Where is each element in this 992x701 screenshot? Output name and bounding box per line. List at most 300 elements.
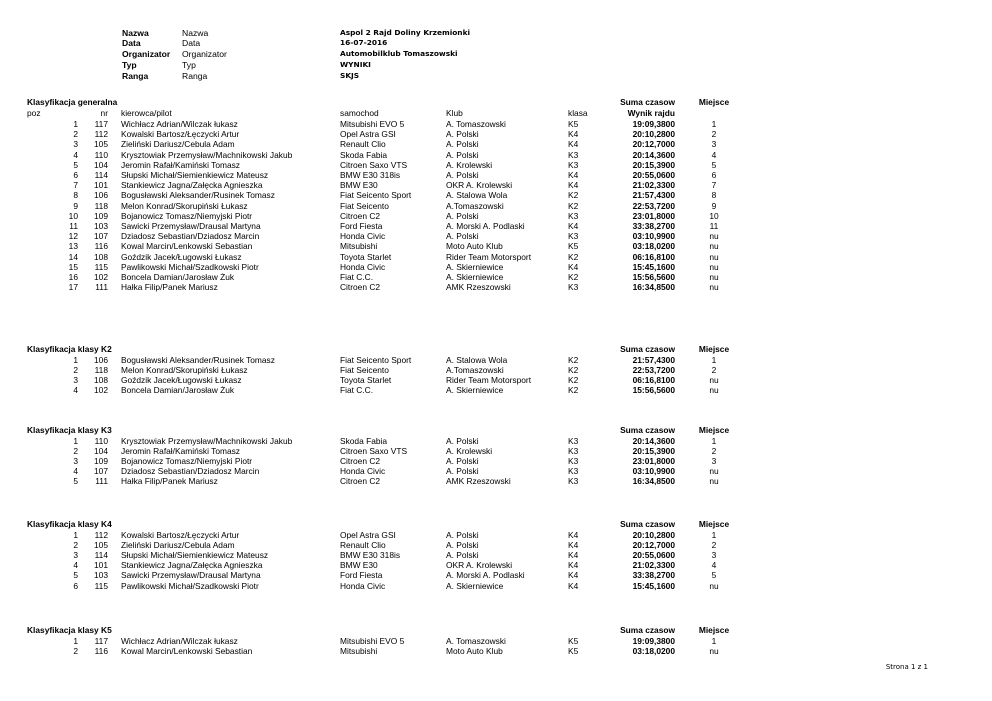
class-cell: K2 (568, 190, 579, 201)
column-header-driver: kierowca/pilot (121, 108, 172, 118)
club-cell: A. Stalowa Wola (446, 190, 508, 201)
header-value: WYNIKI (340, 60, 371, 69)
car-cell: Citroen Saxo VTS (340, 445, 408, 456)
time-header: Suma czasow (620, 97, 675, 107)
number-cell: 102 (94, 272, 108, 282)
place-cell: 2 (711, 445, 717, 456)
number-cell: 114 (94, 170, 108, 180)
header-value: Automobilklub Tomaszowski (340, 49, 458, 58)
driver-cell: Jeromin Rafał/Kamiński Tomasz (121, 159, 240, 170)
class-cell: K4 (568, 580, 579, 591)
number-cell: 104 (94, 445, 108, 456)
time-cell: 16:34,8500 (632, 476, 675, 487)
time-cell: 03:10,9900 (632, 231, 675, 242)
time-cell: 20:14,3600 (632, 435, 675, 446)
position-cell: 4 (73, 385, 78, 396)
driver-cell: Boncela Damian/Jarosław Żuk (121, 385, 235, 396)
number-cell: 105 (94, 139, 108, 150)
class-cell: K5 (568, 119, 579, 129)
club-cell: Moto Auto Klub (446, 241, 503, 252)
club-cell: Rider Team Motorsport (446, 374, 532, 385)
place-cell: nu (709, 476, 719, 487)
position-cell: 13 (68, 241, 78, 252)
car-cell: Citroen C2 (340, 476, 381, 487)
number-cell: 110 (94, 149, 108, 160)
number-cell: 106 (94, 190, 108, 201)
position-cell: 1 (73, 529, 78, 540)
car-cell: Honda Civic (340, 231, 386, 242)
place-cell: 1 (711, 119, 717, 129)
number-cell: 117 (94, 119, 108, 129)
time-cell: 20:15,3900 (632, 445, 675, 456)
driver-cell: Bogusławski Aleksander/Rusinek Tomasz (121, 190, 275, 201)
number-cell: 112 (94, 129, 108, 140)
position-cell: 4 (73, 149, 78, 160)
place-cell: 1 (711, 354, 717, 365)
car-cell: Opel Astra GSI (340, 529, 396, 540)
place-cell: nu (709, 241, 719, 252)
club-cell: A.Tomaszowski (446, 200, 504, 211)
place-header: Miejsce (698, 625, 730, 635)
time-cell: 20:55,0600 (632, 549, 675, 560)
position-cell: 10 (68, 210, 78, 221)
class-cell: K4 (568, 560, 579, 571)
section-title: Klasyfikacja klasy K5 (27, 625, 112, 635)
time-cell: 23:01,8000 (632, 455, 675, 466)
car-cell: Fiat Seicento Sport (340, 190, 412, 201)
header-field-name: Nazwa (182, 28, 209, 38)
time-cell: 20:55,0600 (632, 170, 675, 180)
position-cell: 15 (68, 261, 78, 272)
number-cell: 116 (94, 645, 108, 656)
car-cell: Mitsubishi (340, 645, 378, 656)
place-cell: 2 (711, 364, 717, 375)
club-cell: A. Krolewski (446, 445, 493, 456)
time-header: Suma czasow (620, 344, 675, 354)
class-cell: K3 (568, 445, 579, 456)
time-cell: 19:09,3800 (632, 119, 675, 129)
time-cell: 03:18,0200 (632, 241, 675, 252)
class-cell: K2 (568, 200, 579, 211)
car-cell: Mitsubishi EVO 5 (340, 635, 405, 646)
driver-cell: Boncela Damian/Jarosław Żuk (121, 272, 235, 282)
club-cell: A. Polski (446, 435, 479, 446)
place-cell: nu (709, 385, 719, 396)
position-cell: 8 (73, 190, 78, 201)
time-cell: 21:57,4300 (632, 354, 675, 365)
number-cell: 118 (94, 200, 108, 211)
class-cell: K4 (568, 221, 579, 231)
club-cell: A. Morski A. Podlaski (446, 221, 525, 231)
number-cell: 101 (94, 560, 108, 571)
club-cell: A.Tomaszowski (446, 364, 504, 375)
car-cell: BMW E30 (340, 180, 378, 191)
number-cell: 110 (94, 435, 108, 446)
class-cell: K3 (568, 159, 579, 170)
car-cell: Honda Civic (340, 580, 386, 591)
section-title: Klasyfikacja generalna (27, 97, 118, 107)
time-cell: 15:56,5600 (632, 385, 675, 396)
club-cell: A. Polski (446, 231, 479, 242)
position-cell: 12 (68, 231, 78, 242)
time-cell: 06:16,8100 (632, 374, 675, 385)
club-cell: OKR A. Krolewski (446, 180, 513, 191)
driver-cell: Zieliński Dariusz/Cebula Adam (121, 539, 235, 550)
column-header-result: Wynik rajdu (627, 108, 675, 118)
place-cell: 4 (711, 149, 717, 160)
time-cell: 03:18,0200 (632, 645, 675, 656)
header-field-name: Data (182, 38, 201, 48)
time-cell: 21:57,4300 (632, 190, 675, 201)
time-cell: 20:12,7000 (632, 539, 675, 550)
section-title: Klasyfikacja klasy K4 (27, 519, 112, 529)
place-cell: 1 (711, 529, 717, 540)
time-cell: 15:45,1600 (632, 261, 675, 272)
class-cell: K3 (568, 149, 579, 160)
driver-cell: Krysztowiak Przemysław/Machnikowski Jakub (121, 149, 293, 160)
class-cell: K4 (568, 549, 579, 560)
position-cell: 3 (73, 549, 78, 560)
car-cell: Citroen C2 (340, 282, 381, 293)
position-cell: 5 (73, 159, 78, 170)
header-label: Organizator (122, 49, 171, 59)
driver-cell: Bojanowicz Tomasz/Niemyjski Piotr (121, 210, 253, 221)
place-cell: 5 (711, 159, 717, 170)
class-cell: K3 (568, 210, 579, 221)
class-cell: K2 (568, 364, 579, 375)
club-cell: A. Polski (446, 139, 479, 150)
position-cell: 1 (73, 635, 78, 646)
car-cell: BMW E30 (340, 560, 378, 571)
car-cell: Citroen Saxo VTS (340, 159, 408, 170)
position-cell: 6 (73, 580, 78, 591)
car-cell: Fiat Seicento (340, 200, 389, 211)
time-cell: 15:56,5600 (632, 272, 675, 282)
time-cell: 06:16,8100 (632, 251, 675, 262)
place-cell: 4 (711, 560, 717, 571)
class-cell: K4 (568, 570, 579, 581)
place-cell: nu (709, 580, 719, 591)
position-cell: 2 (73, 445, 78, 456)
time-cell: 19:09,3800 (632, 635, 675, 646)
class-cell: K4 (568, 170, 579, 180)
driver-cell: Sawicki Przemysław/Drausal Martyna (121, 221, 261, 231)
number-cell: 118 (94, 364, 108, 375)
position-cell: 5 (73, 570, 78, 581)
club-cell: A. Krolewski (446, 159, 493, 170)
place-cell: nu (709, 251, 719, 262)
driver-cell: Stankiewicz Jagna/Załęcka Agnieszka (121, 180, 263, 191)
place-cell: 1 (711, 435, 717, 446)
time-header: Suma czasow (620, 425, 675, 435)
club-cell: A. Stalowa Wola (446, 354, 508, 365)
car-cell: Ford Fiesta (340, 221, 383, 231)
header-field-name: Typ (182, 60, 196, 70)
club-cell: A. Polski (446, 529, 479, 540)
club-cell: A. Skierniewice (446, 385, 504, 396)
driver-cell: Bojanowicz Tomasz/Niemyjski Piotr (121, 455, 253, 466)
section-title: Klasyfikacja klasy K3 (27, 425, 112, 435)
position-cell: 17 (68, 282, 78, 293)
number-cell: 117 (94, 635, 108, 646)
driver-cell: Krysztowiak Przemysław/Machnikowski Jakub (121, 435, 293, 446)
time-cell: 22:53,7200 (632, 200, 675, 211)
car-cell: Renault Clio (340, 539, 386, 550)
place-header: Miejsce (698, 425, 730, 435)
class-cell: K3 (568, 282, 579, 293)
club-cell: A. Skierniewice (446, 580, 504, 591)
time-cell: 16:34,8500 (632, 282, 675, 293)
club-cell: A. Polski (446, 455, 479, 466)
place-cell: 10 (709, 210, 719, 221)
place-cell: 3 (711, 455, 717, 466)
car-cell: Ford Fiesta (340, 570, 383, 581)
position-cell: 3 (73, 455, 78, 466)
club-cell: A. Skierniewice (446, 261, 504, 272)
position-cell: 7 (73, 180, 78, 191)
number-cell: 107 (94, 466, 108, 477)
position-cell: 4 (73, 466, 78, 477)
car-cell: Mitsubishi EVO 5 (340, 119, 405, 129)
time-cell: 15:45,1600 (632, 580, 675, 591)
driver-cell: Zieliński Dariusz/Cebula Adam (121, 139, 235, 150)
time-header: Suma czasow (620, 519, 675, 529)
class-cell: K4 (568, 261, 579, 272)
number-cell: 112 (94, 529, 108, 540)
club-cell: A. Polski (446, 466, 479, 477)
place-cell: 2 (711, 539, 717, 550)
number-cell: 115 (94, 580, 108, 591)
number-cell: 102 (94, 385, 108, 396)
place-cell: 6 (711, 170, 717, 180)
class-cell: K4 (568, 529, 579, 540)
position-cell: 1 (73, 435, 78, 446)
club-cell: A. Polski (446, 210, 479, 221)
class-cell: K2 (568, 272, 579, 282)
place-cell: 3 (711, 549, 717, 560)
position-cell: 2 (73, 129, 78, 140)
car-cell: Fiat Seicento (340, 364, 389, 375)
position-cell: 2 (73, 364, 78, 375)
position-cell: 16 (68, 272, 78, 282)
car-cell: Renault Clio (340, 139, 386, 150)
driver-cell: Hałka Filip/Panek Mariusz (121, 282, 218, 293)
time-cell: 33:38,2700 (632, 570, 675, 581)
driver-cell: Wichłacz Adrian/Wilczak łukasz (121, 635, 238, 646)
place-cell: 1 (711, 635, 717, 646)
place-cell: nu (709, 645, 719, 656)
number-cell: 109 (94, 210, 108, 221)
header-label: Ranga (122, 71, 149, 81)
driver-cell: Kowal Marcin/Lenkowski Sebastian (121, 241, 253, 252)
class-cell: K2 (568, 385, 579, 396)
class-cell: K5 (568, 645, 579, 656)
number-cell: 116 (94, 241, 108, 252)
time-cell: 20:14,3600 (632, 149, 675, 160)
club-cell: OKR A. Krolewski (446, 560, 513, 571)
car-cell: Fiat C.C. (340, 385, 374, 396)
column-header-poz: poz (27, 108, 41, 118)
driver-cell: Kowalski Bartosz/Łęczycki Artur (121, 129, 240, 140)
place-cell: nu (709, 272, 719, 282)
car-cell: BMW E30 318is (340, 170, 401, 180)
number-cell: 108 (94, 251, 108, 262)
number-cell: 109 (94, 455, 108, 466)
position-cell: 4 (73, 560, 78, 571)
place-cell: 5 (711, 570, 717, 581)
car-cell: Toyota Starlet (340, 251, 392, 262)
page-number: Strona 1 z 1 (885, 663, 928, 671)
place-header: Miejsce (698, 344, 730, 354)
car-cell: Fiat C.C. (340, 272, 374, 282)
header-label: Data (122, 38, 141, 48)
club-cell: A. Polski (446, 129, 479, 140)
club-cell: A. Polski (446, 549, 479, 560)
driver-cell: Bogusławski Aleksander/Rusinek Tomasz (121, 354, 275, 365)
time-cell: 21:02,3300 (632, 180, 675, 191)
position-cell: 9 (73, 200, 78, 211)
header-value: SKJS (340, 71, 360, 80)
number-cell: 105 (94, 539, 108, 550)
car-cell: Honda Civic (340, 261, 386, 272)
class-cell: K5 (568, 635, 579, 646)
driver-cell: Wichłacz Adrian/Wilczak łukasz (121, 119, 238, 129)
driver-cell: Słupski Michał/Siemienkiewicz Mateusz (121, 170, 269, 180)
class-cell: K2 (568, 251, 579, 262)
number-cell: 115 (94, 261, 108, 272)
header-field-name: Ranga (182, 71, 208, 81)
position-cell: 1 (73, 119, 78, 129)
driver-cell: Stankiewicz Jagna/Załęcka Agnieszka (121, 560, 263, 571)
driver-cell: Melon Konrad/Skorupiński Łukasz (121, 364, 248, 375)
class-cell: K5 (568, 241, 579, 252)
position-cell: 6 (73, 170, 78, 180)
number-cell: 103 (94, 221, 108, 231)
header-field-name: Organizator (182, 49, 227, 59)
driver-cell: Pawlikowski Michał/Szadkowski Piotr (121, 580, 259, 591)
class-cell: K4 (568, 129, 579, 140)
number-cell: 108 (94, 374, 108, 385)
driver-cell: Pawlikowski Michał/Szadkowski Piotr (121, 261, 259, 272)
driver-cell: Kowal Marcin/Lenkowski Sebastian (121, 645, 253, 656)
position-cell: 11 (69, 221, 78, 231)
class-cell: K4 (568, 180, 579, 191)
club-cell: AMK Rzeszowski (446, 282, 511, 293)
column-header-klasa: klasa (568, 108, 588, 118)
column-header-car: samochod (340, 108, 379, 118)
car-cell: Toyota Starlet (340, 374, 392, 385)
header-label: Typ (122, 60, 137, 70)
time-cell: 20:12,7000 (632, 139, 675, 150)
number-cell: 101 (94, 180, 108, 191)
car-cell: Citroen C2 (340, 210, 381, 221)
class-cell: K3 (568, 455, 579, 466)
driver-cell: Dziadosz Sebastian/Dziadosz Marcin (121, 231, 260, 242)
time-cell: 21:02,3300 (632, 560, 675, 571)
car-cell: Fiat Seicento Sport (340, 354, 412, 365)
number-cell: 104 (94, 159, 108, 170)
class-cell: K2 (568, 354, 579, 365)
club-cell: A. Polski (446, 539, 479, 550)
class-cell: K2 (568, 374, 579, 385)
time-cell: 20:10,2800 (632, 129, 675, 140)
section-title: Klasyfikacja klasy K2 (27, 344, 112, 354)
place-cell: 7 (711, 180, 717, 191)
time-cell: 33:38,2700 (632, 221, 675, 231)
column-header-nr: nr (100, 108, 108, 118)
place-header: Miejsce (698, 97, 730, 107)
driver-cell: Słupski Michał/Siemienkiewicz Mateusz (121, 549, 269, 560)
number-cell: 111 (95, 476, 108, 487)
place-cell: 3 (711, 139, 717, 150)
club-cell: Moto Auto Klub (446, 645, 503, 656)
time-cell: 23:01,8000 (632, 210, 675, 221)
class-cell: K3 (568, 466, 579, 477)
driver-cell: Dziadosz Sebastian/Dziadosz Marcin (121, 466, 260, 477)
class-cell: K4 (568, 539, 579, 550)
club-cell: Rider Team Motorsport (446, 251, 532, 262)
class-cell: K4 (568, 139, 579, 150)
position-cell: 5 (73, 476, 78, 487)
driver-cell: Goździk Jacek/Ługowski Łukasz (121, 251, 242, 262)
header-value: 16-07-2016 (340, 38, 388, 47)
driver-cell: Goździk Jacek/Ługowski Łukasz (121, 374, 242, 385)
class-cell: K3 (568, 476, 579, 487)
car-cell: Skoda Fabia (340, 435, 388, 446)
car-cell: Skoda Fabia (340, 149, 388, 160)
place-cell: nu (709, 282, 719, 293)
driver-cell: Kowalski Bartosz/Łęczycki Artur (121, 529, 240, 540)
position-cell: 3 (73, 139, 78, 150)
car-cell: Citroen C2 (340, 455, 381, 466)
time-cell: 22:53,7200 (632, 364, 675, 375)
car-cell: Honda Civic (340, 466, 386, 477)
number-cell: 103 (94, 570, 108, 581)
car-cell: Opel Astra GSI (340, 129, 396, 140)
number-cell: 111 (95, 282, 108, 293)
club-cell: A. Polski (446, 149, 479, 160)
class-cell: K3 (568, 231, 579, 242)
place-cell: 9 (711, 200, 717, 211)
driver-cell: Jeromin Rafał/Kamiński Tomasz (121, 445, 240, 456)
car-cell: Mitsubishi (340, 241, 378, 252)
class-cell: K3 (568, 435, 579, 446)
header-value: Aspol 2 Rajd Doliny Krzemionki (340, 28, 471, 37)
position-cell: 14 (68, 251, 78, 262)
club-cell: A. Tomaszowski (446, 635, 506, 646)
place-cell: nu (709, 261, 719, 272)
number-cell: 106 (94, 354, 108, 365)
number-cell: 107 (94, 231, 108, 242)
position-cell: 3 (73, 374, 78, 385)
driver-cell: Melon Konrad/Skorupiński Łukasz (121, 200, 248, 211)
time-cell: 20:10,2800 (632, 529, 675, 540)
header-label: Nazwa (122, 28, 149, 38)
place-cell: nu (709, 231, 719, 242)
place-cell: 8 (711, 190, 717, 201)
car-cell: BMW E30 318is (340, 549, 401, 560)
place-cell: nu (709, 466, 719, 477)
time-cell: 20:15,3900 (632, 159, 675, 170)
position-cell: 1 (73, 354, 78, 365)
club-cell: A. Morski A. Podlaski (446, 570, 525, 581)
club-cell: A. Tomaszowski (446, 119, 506, 129)
column-header-club: Klub (446, 108, 463, 118)
driver-cell: Sawicki Przemysław/Drausal Martyna (121, 570, 261, 581)
time-cell: 03:10,9900 (632, 466, 675, 477)
club-cell: A. Polski (446, 170, 479, 180)
position-cell: 2 (73, 539, 78, 550)
